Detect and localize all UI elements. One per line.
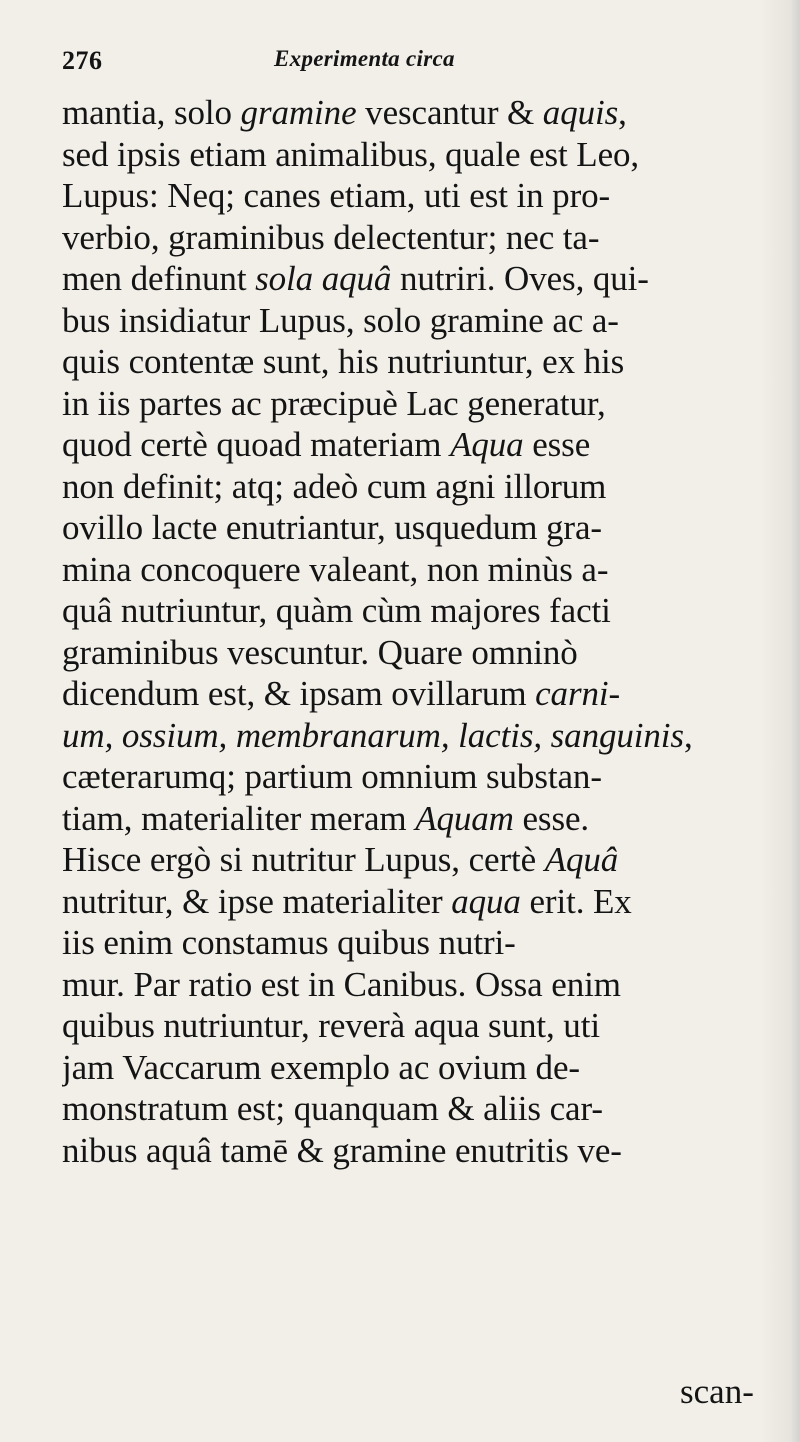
text-line — [62, 300, 772, 342]
text-segment: Lupus: Neq; canes etiam, uti est in pro- — [62, 176, 611, 215]
running-head: Experimenta circa — [274, 46, 455, 71]
text-line — [62, 1047, 772, 1089]
text-line — [62, 258, 772, 300]
italic-segment: carni- — [535, 674, 621, 713]
text-line — [62, 1005, 772, 1047]
italic-segment: Aquâ — [544, 840, 619, 879]
text-line — [62, 134, 772, 176]
text-segment: sed ipsis etiam animalibus, quale est Leo, — [62, 134, 640, 174]
text-line — [62, 1130, 772, 1172]
text-segment: dicendum est, & ipsam ovillarum — [62, 674, 536, 713]
text-segment: erit. Ex — [520, 881, 632, 921]
text-line — [62, 798, 772, 840]
text-line — [62, 549, 772, 591]
italic-segment: gramine — [240, 93, 357, 132]
text-segment: esse — [523, 425, 591, 464]
text-segment: mantia, solo — [62, 93, 241, 132]
text-segment: verbio, graminibus delectentur; nec ta- — [62, 217, 600, 257]
body-text — [62, 92, 772, 1171]
text-segment: jam Vaccarum exemplo ac ovium de- — [62, 1047, 580, 1087]
page-header — [62, 42, 712, 86]
text-segment: graminibus vescuntur. Quare omninò — [62, 632, 578, 672]
text-line — [62, 881, 772, 923]
text-line — [62, 217, 772, 259]
text-segment: mur. Par ratio est in Canibus. Ossa enim — [62, 964, 621, 1004]
text-segment: vescantur & — [356, 93, 543, 132]
text-segment: monstratum est; quanquam & aliis car- — [62, 1089, 603, 1128]
text-segment: , — [683, 715, 693, 755]
page-edge — [790, 0, 800, 1442]
text-segment: in iis partes ac præcipuè Lac generatur, — [62, 383, 606, 423]
text-segment: iis enim constamus quibus nutri- — [62, 923, 516, 962]
italic-segment: um, ossium, membranarum, lactis, sanguinis — [62, 715, 684, 755]
text-segment: quibus nutriuntur, reverà aqua sunt, uti — [62, 1006, 600, 1045]
text-segment: nutriri. Oves, qui- — [391, 259, 649, 298]
text-line — [62, 341, 772, 383]
text-line — [62, 507, 772, 549]
text-segment: nutritur, & ipse materialiter — [62, 881, 452, 921]
text-segment: , — [618, 93, 627, 132]
text-line — [62, 175, 772, 217]
text-line — [62, 92, 772, 134]
italic-segment: Aqua — [450, 425, 524, 464]
italic-segment: aquis — [542, 93, 619, 132]
text-line — [62, 922, 772, 964]
text-segment: Hisce ergò si nutritur Lupus, certè — [62, 840, 545, 879]
text-segment: bus insidiatur Lupus, solo gramine ac a- — [62, 300, 619, 340]
text-segment: mina concoquere valeant, non minùs a- — [62, 549, 609, 589]
text-line — [62, 1088, 772, 1130]
text-segment: men definunt — [62, 259, 256, 298]
text-line — [62, 839, 772, 881]
page-number: 276 — [62, 46, 103, 75]
text-segment: quod certè quoad materiam — [62, 425, 451, 464]
italic-segment: sola aquâ — [255, 259, 392, 298]
text-line — [62, 590, 772, 632]
text-segment: non definit; atq; adeò cum agni illorum — [62, 466, 607, 506]
text-segment: nibus aquâ tamē & gramine enutritis ve- — [62, 1130, 622, 1170]
text-line — [62, 756, 772, 798]
text-segment: esse. — [513, 798, 590, 838]
text-line — [62, 964, 772, 1006]
text-segment: quis contentæ sunt, his nutriuntur, ex his — [62, 342, 625, 381]
catchword: scan- — [680, 1372, 754, 1411]
text-segment: cæterarumq; partium omnium substan- — [62, 757, 602, 796]
text-line — [62, 424, 772, 466]
text-line — [62, 466, 772, 508]
text-line — [62, 715, 772, 757]
text-line — [62, 383, 772, 425]
italic-segment: Aquam — [415, 798, 514, 838]
text-segment: tiam, materialiter meram — [62, 798, 416, 838]
text-line — [62, 632, 772, 674]
text-segment: ovillo lacte enutriantur, usquedum gra- — [62, 508, 602, 547]
text-line — [62, 673, 772, 715]
text-segment: quâ nutriuntur, quàm cùm majores facti — [62, 591, 611, 630]
italic-segment: aqua — [451, 881, 521, 921]
